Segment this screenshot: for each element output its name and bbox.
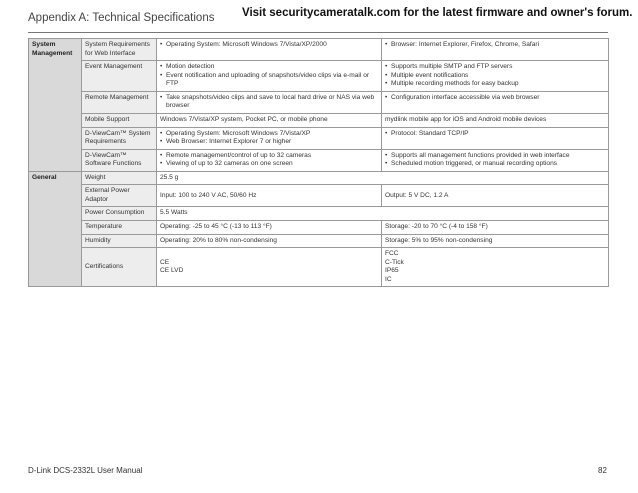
spec-value [382,149,609,171]
spec-value [382,248,609,287]
spec-value: Windows 7/Vista/XP system, Pocket PC, or mobile phone [157,113,382,127]
feature-label: Humidity [82,234,157,248]
spec-value [157,39,382,61]
table-row [29,185,609,207]
feature-label: External Power Adaptor [82,185,157,207]
spec-value [157,149,382,171]
bullet-item: • Viewing of up to 32 cameras on one screen [160,160,378,169]
category-system-management: System Management [29,39,82,172]
feature-label: Event Management [82,61,157,92]
bullet-item: • Event notification and uploading of snapshots/video clips via e-mail or FTP [160,72,378,89]
spec-value: Operating: -25 to 45 °C (-13 to 113 °F) [157,221,382,235]
bullet-item: • Browser: Internet Explorer, Firefox, Chrome, Safari [385,41,605,50]
bullet-item: • Scheduled motion triggered, or manual recording options [385,160,605,169]
bullet-item: • Take snapshots/video clips and save to local hard drive or NAS via web browser [160,94,378,111]
feature-label: System Requirements for Web Interface [82,39,157,61]
spec-value: Input: 100 to 240 V AC, 50/60 Hz [157,185,382,207]
bullet-item: • Motion detection [160,63,378,72]
category-general: General [29,171,82,287]
spec-value [382,61,609,92]
spec-value [157,61,382,92]
spec-value [382,39,609,61]
bullet-item: • Multiple recording methods for easy backup [385,80,605,89]
cert-item: C-Tick [385,258,404,266]
cert-item: IP65 [385,267,399,275]
table-row [29,39,609,61]
bullet-item: • Protocol: Standard TCP/IP [385,130,605,139]
bullet-item: • Operating System: Microsoft Windows 7/Vista/XP [160,130,378,139]
feature-label: Weight [82,171,157,185]
cert-item: FCC [385,250,399,258]
cert-item: CE [160,258,170,266]
feature-label: Remote Management [82,91,157,113]
spec-value [157,91,382,113]
spec-value: Output: 5 V DC, 1.2 A [382,185,609,207]
table-row [29,91,609,113]
header-divider [28,32,608,33]
feature-label: D-ViewCam™ Software Functions [82,149,157,171]
table-row [29,221,609,235]
footer-manual-title: D-Link DCS-2332L User Manual [28,466,143,475]
spec-value: Storage: -20 to 70 °C (-4 to 158 °F) [382,221,609,235]
bullet-item: • Remote management/control of up to 32 cameras [160,152,378,161]
bullet-item: • Web Browser: Internet Explorer 7 or higher [160,138,378,147]
spec-value: mydlink mobile app for iOS and Android mobile devices [382,113,609,127]
feature-label: Certifications [82,248,157,287]
table-row [29,248,609,287]
spec-value: Operating: 20% to 80% non-condensing [157,234,382,248]
spec-value: 5.5 Watts [157,207,609,221]
spec-value: 25.5 g [157,171,609,185]
spec-value [157,127,382,149]
bullet-item: • Operating System: Microsoft Windows 7/Vista/XP/2000 [160,41,378,50]
feature-label: Power Consumption [82,207,157,221]
feature-label: Temperature [82,221,157,235]
table-row [29,149,609,171]
cert-item: IC [385,275,392,283]
bullet-item: • Configuration interface accessible via web browser [385,94,605,103]
table-row [29,113,609,127]
cert-item: CE LVD [160,267,184,275]
bullet-item: • Supports all management functions provided in web interface [385,152,605,161]
table-row [29,171,609,185]
footer-page-number: 82 [598,466,607,475]
table-row [29,61,609,92]
spec-value: Storage: 5% to 95% non-condensing [382,234,609,248]
spec-value [157,248,382,287]
spec-value [382,127,609,149]
table-row [29,234,609,248]
promo-banner-text: Visit securitycameratalk.com for the latest firmware and owner's forum. [242,7,633,19]
table-row [29,127,609,149]
page-section-title: Appendix A: Technical Specifications [28,12,215,24]
feature-label: Mobile Support [82,113,157,127]
spec-value [382,91,609,113]
spec-table [28,38,609,287]
table-row [29,207,609,221]
bullet-item: • Multiple event notifications [385,72,605,81]
feature-label: D-ViewCam™ System Requirements [82,127,157,149]
bullet-item: • Supports multiple SMTP and FTP servers [385,63,605,72]
